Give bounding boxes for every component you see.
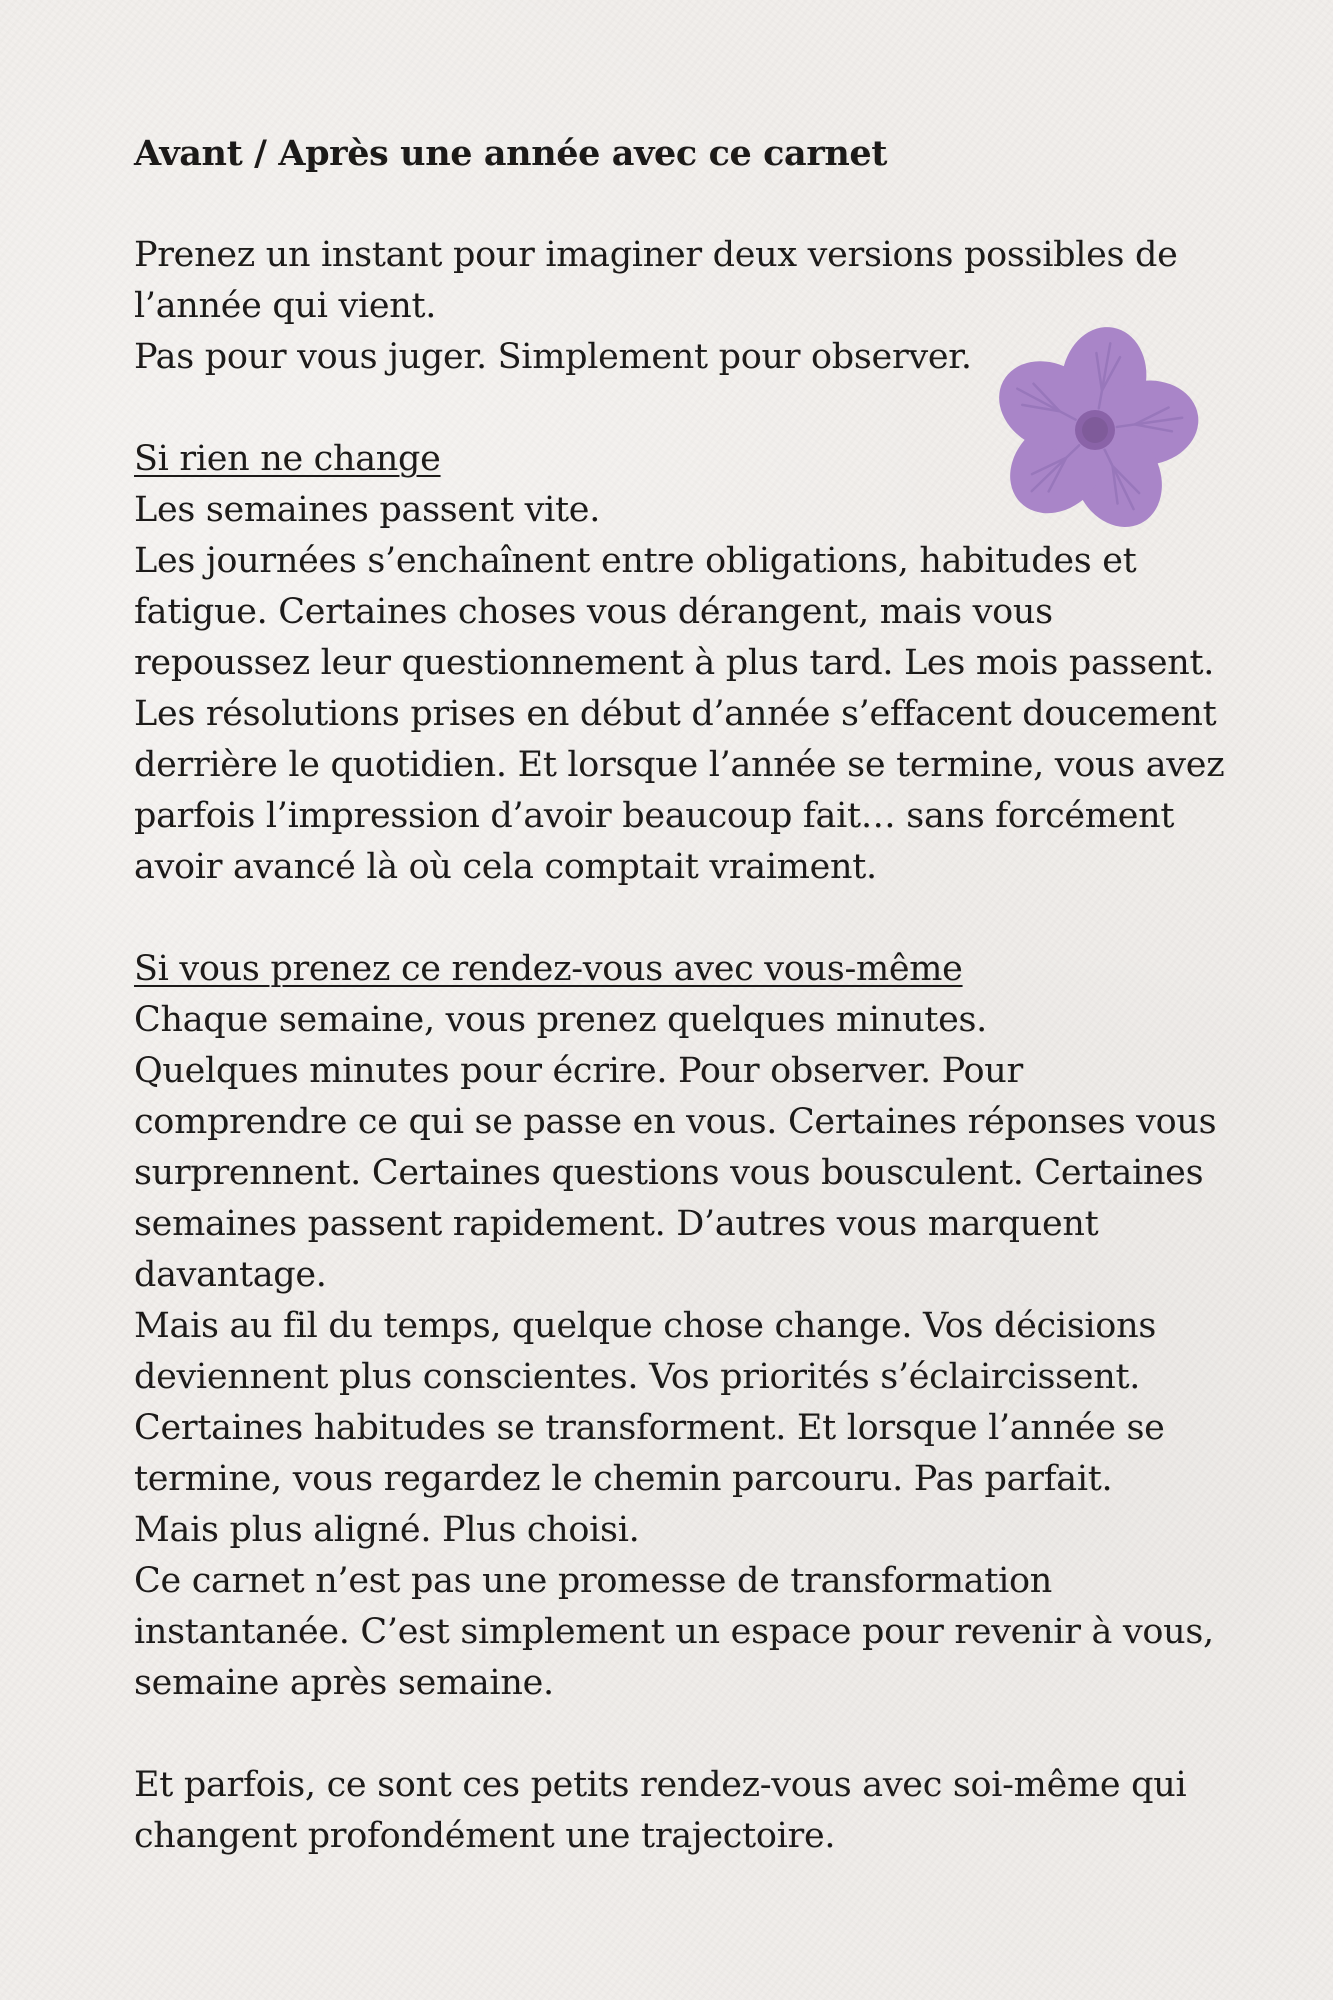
body-line: Mais au fil du temps, quelque chose change. Vos décisions — [134, 1306, 1156, 1346]
closing-paragraph — [134, 1760, 1214, 1862]
body-line: derrière le quotidien. Et lorsque l’année se termine, vous avez — [134, 745, 1225, 785]
spacer — [134, 893, 1214, 944]
body-line: davantage. — [134, 1255, 327, 1295]
body-line: Certaines habitudes se transforment. Et lorsque l’année se — [134, 1408, 1165, 1448]
body-line: termine, vous regardez le chemin parcouru. Pas parfait. — [134, 1459, 1113, 1499]
body-line: Quelques minutes pour écrire. Pour observer. Pour — [134, 1051, 1023, 1091]
body-line: avoir avancé là où cela comptait vraiment. — [134, 847, 877, 887]
body-line: fatigue. Certaines choses vous dérangent, mais vous — [134, 592, 1053, 632]
closing-line: Et parfois, ce sont ces petits rendez-vous avec soi-même qui — [134, 1765, 1187, 1805]
closing-line: changent profondément une trajectoire. — [134, 1816, 836, 1856]
body-line: Ce carnet n’est pas une promesse de transformation — [134, 1561, 1053, 1601]
spacer — [134, 1709, 1214, 1760]
body-line: repoussez leur questionnement à plus tard. Les mois passent. — [134, 643, 1215, 683]
section-heading: Si rien ne change — [134, 439, 441, 479]
flower-icon — [990, 325, 1200, 535]
body-line: comprendre ce qui se passe en vous. Certaines réponses vous — [134, 1102, 1217, 1142]
section-heading: Si vous prenez ce rendez-vous avec vous-même — [134, 949, 963, 989]
intro-line: Prenez un instant pour imaginer deux versions possibles de — [134, 235, 1178, 275]
body-line: Les semaines passent vite. — [134, 490, 601, 530]
intro-line: Pas pour vous juger. Simplement pour observer. — [134, 337, 972, 377]
body-line: Les résolutions prises en début d’année s’effacent doucement — [134, 694, 1217, 734]
flower-center-shade — [1082, 417, 1108, 443]
body-line: Chaque semaine, vous prenez quelques minutes. — [134, 1000, 987, 1040]
intro-line: l’année qui vient. — [134, 286, 437, 326]
body-line: parfois l’impression d’avoir beaucoup fait… sans forcément — [134, 796, 1175, 836]
body-line: semaine après semaine. — [134, 1663, 554, 1703]
spacer — [134, 179, 1214, 230]
body-line: instantanée. C’est simplement un espace pour revenir à vous, — [134, 1612, 1214, 1652]
body-line: Les journées s’enchaînent entre obligations, habitudes et — [134, 541, 1137, 581]
body-line: surprennent. Certaines questions vous bousculent. Certaines — [134, 1153, 1204, 1193]
body-line: deviennent plus conscientes. Vos priorités s’éclaircissent. — [134, 1357, 1141, 1397]
page-title: Avant / Après une année avec ce carnet — [134, 133, 888, 174]
section-if-you-take-appointment — [134, 944, 1217, 1709]
body-line: semaines passent rapidement. D’autres vous marquent — [134, 1204, 1099, 1244]
body-line: Mais plus aligné. Plus choisi. — [134, 1510, 640, 1550]
